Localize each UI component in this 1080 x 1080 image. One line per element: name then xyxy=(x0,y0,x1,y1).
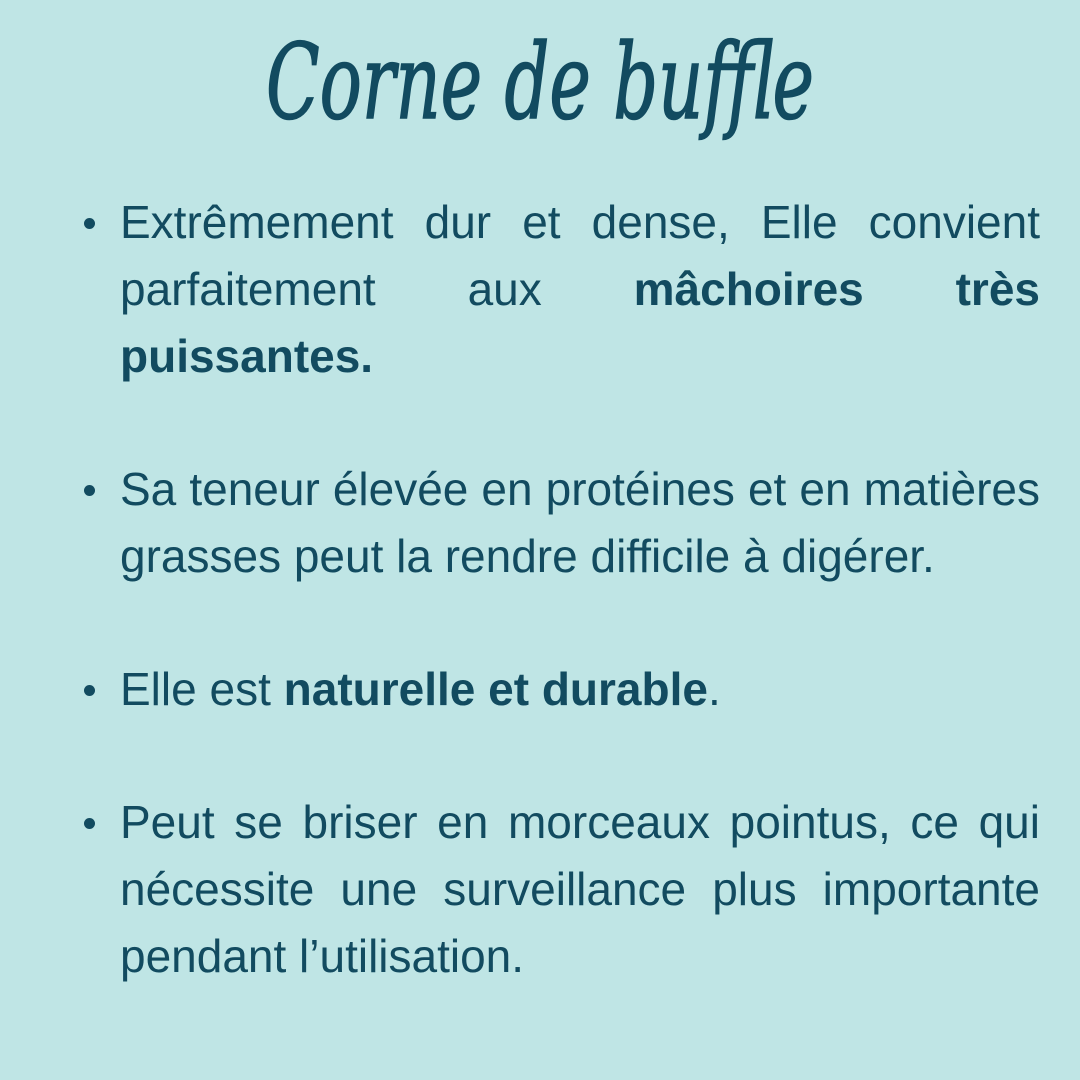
list-item-text: Sa teneur élevée en protéines et en matières grasses peut la rendre difficile à digérer. xyxy=(120,463,1040,582)
page-title-text: Corne de buffle xyxy=(266,21,814,143)
list-item-trailing-text: . xyxy=(707,663,721,715)
bullet-icon xyxy=(84,818,95,829)
list-item xyxy=(78,189,1040,390)
list-item-bold-text: naturelle et durable xyxy=(283,663,708,715)
bullet-list xyxy=(78,189,1040,990)
list-item xyxy=(78,789,1040,990)
list-item-bold-text: mâchoires très puissantes. xyxy=(120,263,1041,382)
bullet-icon xyxy=(84,485,95,496)
bullet-icon xyxy=(84,685,95,696)
list-item-text: Elle est xyxy=(120,663,284,715)
page-title xyxy=(0,0,1080,165)
list-item xyxy=(78,656,1040,723)
list-item xyxy=(78,456,1040,590)
list-item-text: Extrêmement dur et dense, Elle convient parfaitement aux xyxy=(120,196,1040,315)
bullet-icon xyxy=(84,218,95,229)
list-item-text: Peut se briser en morceaux pointus, ce qui nécessite une surveillance plus importante pendant l’utilisation. xyxy=(120,796,1040,982)
